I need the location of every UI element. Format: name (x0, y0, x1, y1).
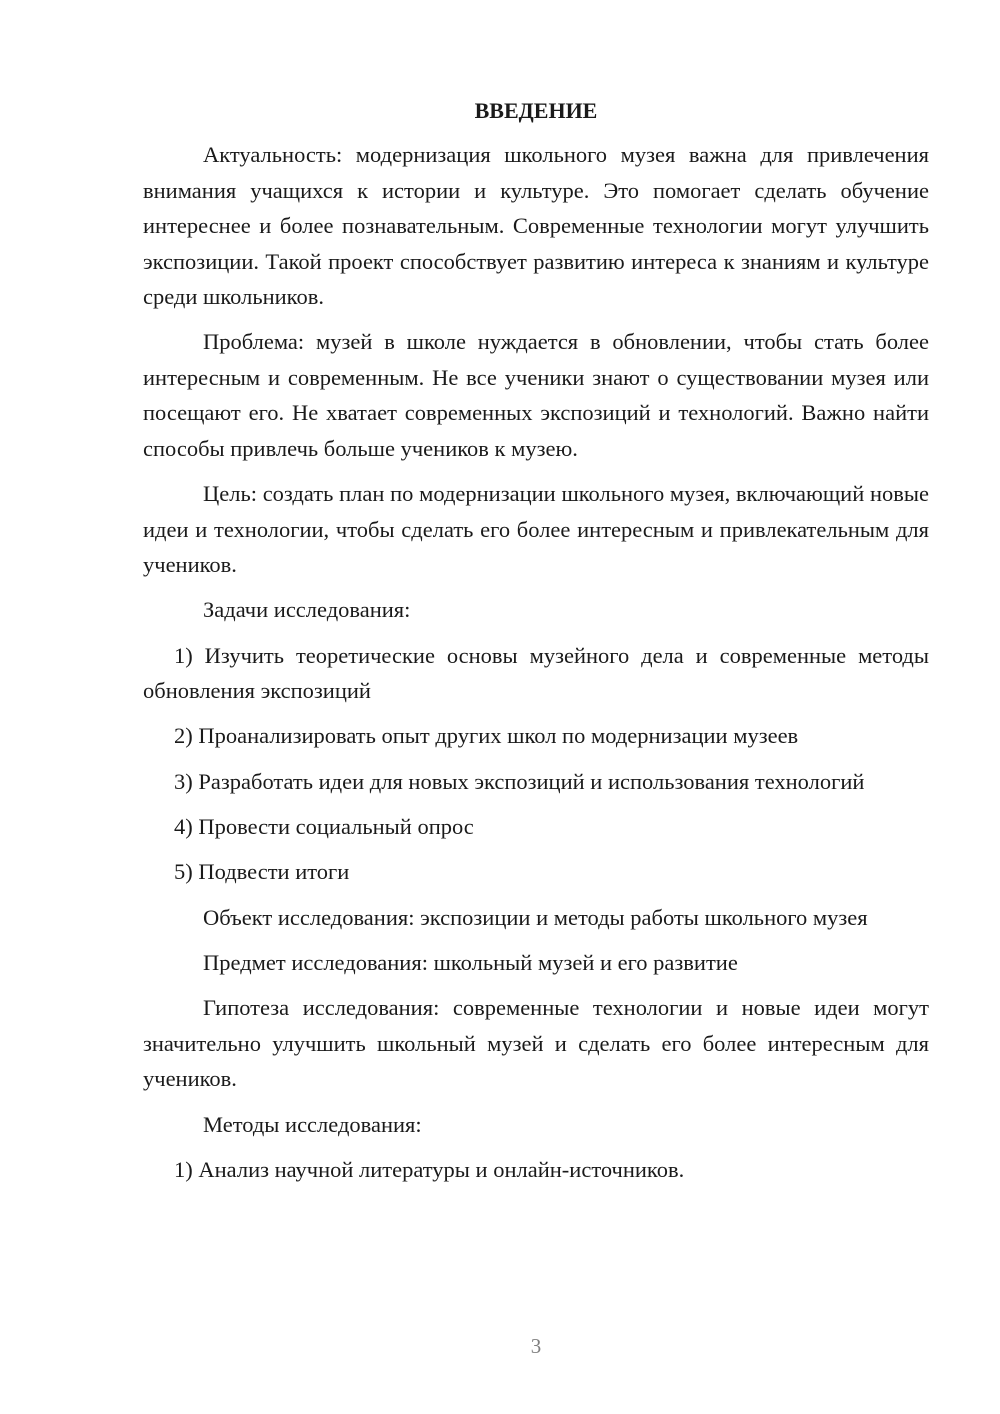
methods-heading: Методы исследования: (203, 1111, 422, 1137)
method-item-1: 1) Анализ научной литературы и онлайн-источников. (174, 1156, 685, 1182)
task-item-4: 4) Провести социальный опрос (174, 814, 474, 840)
object-paragraph: Объект исследования: экспозиции и методы работы школьного музея (203, 904, 868, 930)
goal-paragraph: Цель: создать план по модернизации школьного музея, включающий новые идеи и технологии, чтобы сделать его более интересным и привлекательным для учеников. (143, 481, 929, 578)
document-title: ВВЕДЕНИЕ (474, 98, 598, 123)
task-item-3: 3) Разработать идеи для новых экспозиций и использования технологий (174, 768, 865, 794)
problem-paragraph: Проблема: музей в школе нуждается в обновлении, чтобы стать более интересным и современным. Не все ученики знают о существовании музея или посещают его. Не хватает современных экспозиций и технологий. Важно найти способы привлечь больше учеников к музею. (143, 329, 929, 461)
task-item-2: 2) Проанализировать опыт других школ по модернизации музеев (174, 723, 799, 749)
subject-paragraph: Предмет исследования: школьный музей и его развитие (203, 949, 738, 975)
hypothesis-paragraph: Гипотеза исследования: современные технологии и новые идеи могут значительно улучшить школьный музей и сделать его более интересным для учеников. (143, 995, 929, 1092)
document-page (143, 96, 929, 1187)
tasks-heading: Задачи исследования: (203, 597, 411, 623)
task-item-1: 1) Изучить теоретические основы музейного дела и современные методы обновления экспозиций (143, 642, 929, 704)
page-number: 3 (530, 1334, 542, 1358)
relevance-paragraph: Актуальность: модернизация школьного музея важна для привлечения внимания учащихся к истории и культуре. Это помогает сделать обучение интереснее и более познавательным. Современные технологии могут улучшить экспозиции. Такой проект способствует развитию интереса к знаниям и культуре среди школьников. (143, 142, 929, 309)
task-item-5: 5) Подвести итоги (174, 859, 350, 885)
